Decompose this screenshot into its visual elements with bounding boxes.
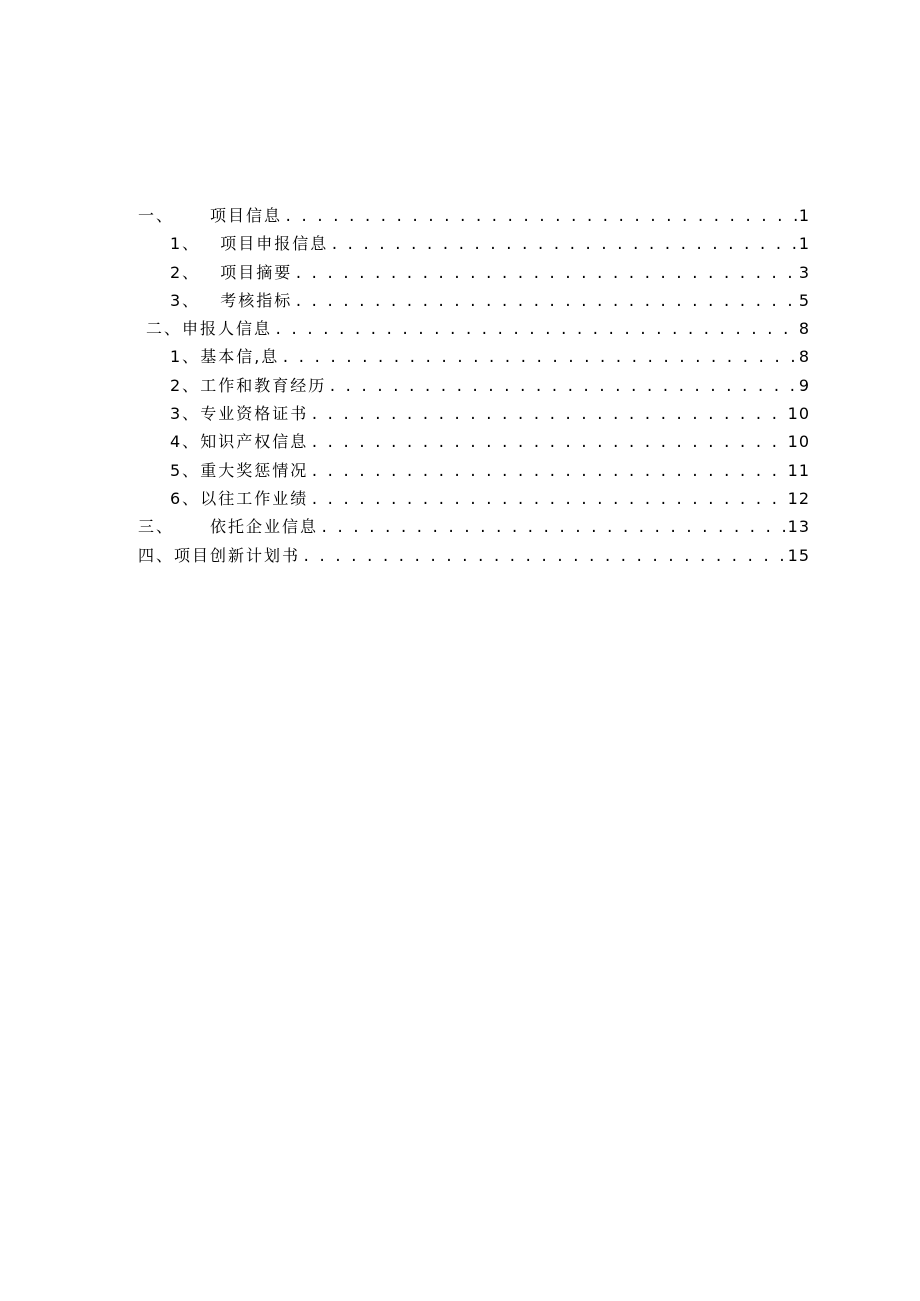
toc-entry-page: 5 <box>798 290 810 310</box>
toc-entry-title: 基本信,息 <box>200 347 280 367</box>
toc-entry-page: 10 <box>787 432 810 452</box>
toc-dot-leader <box>320 514 786 541</box>
toc-entry-number: 6、 <box>170 488 201 508</box>
toc-entry-section-3[interactable] <box>138 513 810 541</box>
toc-dot-leader <box>328 373 797 400</box>
toc-dot-leader <box>294 288 797 315</box>
toc-dot-leader <box>330 231 797 258</box>
toc-dot-leader <box>310 486 785 513</box>
toc-entry-page: 11 <box>787 460 810 480</box>
toc-entry-page: 1 <box>798 234 810 254</box>
toc-entry-title: 项目创新计划书 <box>174 545 301 565</box>
toc-entry-2-3[interactable] <box>138 400 810 428</box>
toc-dot-leader <box>274 316 797 343</box>
toc-entry-1-2[interactable] <box>138 259 810 287</box>
toc-entry-1-3[interactable] <box>138 287 810 315</box>
toc-entry-number: 4、 <box>170 432 201 452</box>
toc-entry-title: 专业资格证书 <box>200 404 309 424</box>
toc-dot-leader <box>302 543 786 570</box>
toc-entry-1-1[interactable] <box>138 230 810 258</box>
toc-entry-number: 3、 <box>170 290 201 310</box>
toc-dot-leader <box>310 429 785 456</box>
table-of-contents <box>138 202 810 570</box>
toc-entry-page: 13 <box>787 517 810 537</box>
toc-entry-title: 项目信息 <box>210 206 283 225</box>
toc-entry-title: 工作和教育经历 <box>200 375 327 395</box>
toc-dot-leader <box>284 203 797 230</box>
toc-entry-number: 二、 <box>146 319 183 339</box>
toc-entry-title: 项目申报信息 <box>220 234 329 254</box>
toc-entry-title: 考核指标 <box>220 290 293 310</box>
toc-entry-title: 申报人信息 <box>182 319 273 339</box>
toc-entry-title: 以往工作业绩 <box>200 488 309 508</box>
toc-entry-title: 重大奖惩情况 <box>200 460 309 480</box>
toc-entry-page: 8 <box>798 347 810 367</box>
toc-entry-section-4[interactable] <box>138 542 810 570</box>
toc-entry-number: 5、 <box>170 460 201 480</box>
toc-entry-page: 8 <box>798 319 810 339</box>
toc-entry-title: 依托企业信息 <box>210 517 319 537</box>
toc-entry-title: 知识产权信息 <box>200 432 309 452</box>
toc-entry-number: 2、 <box>170 262 201 282</box>
toc-entry-page: 1 <box>798 206 810 225</box>
toc-entry-number: 3、 <box>170 404 201 424</box>
toc-entry-2-4[interactable] <box>138 428 810 456</box>
toc-entry-page: 15 <box>787 545 810 565</box>
toc-entry-number: 一、 <box>138 206 175 225</box>
toc-entry-title: 项目摘要 <box>220 262 293 282</box>
toc-entry-number: 四、 <box>138 545 175 565</box>
toc-dot-leader <box>310 401 785 428</box>
toc-entry-section-1[interactable] <box>138 202 810 230</box>
toc-entry-page: 9 <box>798 375 810 395</box>
toc-dot-leader <box>310 458 785 485</box>
toc-entry-number: 2、 <box>170 375 201 395</box>
toc-entry-number: 1、 <box>170 347 201 367</box>
toc-dot-leader <box>281 344 797 371</box>
toc-entry-page: 3 <box>798 262 810 282</box>
toc-entry-number: 1、 <box>170 234 201 254</box>
toc-entry-page: 12 <box>787 488 810 508</box>
toc-entry-section-2[interactable] <box>138 315 810 343</box>
toc-entry-2-6[interactable] <box>138 485 810 513</box>
toc-entry-2-1[interactable] <box>138 343 810 371</box>
toc-entry-number: 三、 <box>138 517 175 537</box>
toc-dot-leader <box>294 260 797 287</box>
toc-entry-2-5[interactable] <box>138 457 810 485</box>
toc-entry-page: 10 <box>787 404 810 424</box>
toc-entry-2-2[interactable] <box>138 372 810 400</box>
